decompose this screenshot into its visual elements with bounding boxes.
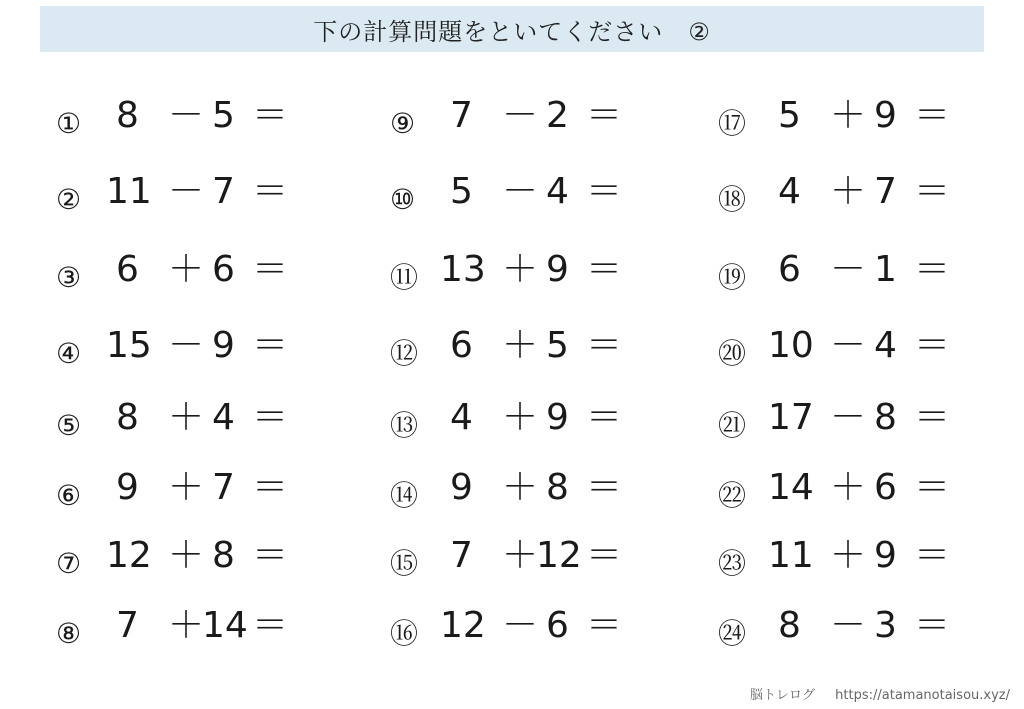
problem-number: ⑤ [56,409,82,442]
problem-number: ⑲ [718,261,747,294]
problem-item [56,96,306,144]
equals-sign: ＝ [914,467,951,508]
problem-number: ③ [56,261,82,294]
problem-item [390,468,640,516]
first-operand: 6 [116,249,139,290]
second-operand: 6 [546,605,569,646]
second-operand: 9 [874,535,897,576]
problem-number: ⑳ [718,337,747,370]
equals-sign: ＝ [252,95,289,136]
operator-sign: － [502,171,539,212]
operator-sign: ＋ [502,397,539,438]
operator-sign: － [830,325,867,366]
operator-sign: ＋ [502,535,539,576]
problem-item [56,326,306,374]
second-operand: 12 [536,535,582,576]
second-operand: 6 [874,467,897,508]
second-operand: 7 [874,171,897,212]
problem-item [718,172,968,220]
equals-sign: ＝ [252,467,289,508]
operator-sign: ＋ [502,249,539,290]
footer-brand: 脳トレログ [750,688,816,703]
operator-sign: ＋ [502,325,539,366]
operator-sign: ＋ [168,535,205,576]
problem-number: ⑮ [390,547,419,580]
operator-sign: ＋ [830,535,867,576]
first-operand: 17 [768,397,814,438]
second-operand: 7 [212,171,235,212]
equals-sign: ＝ [252,605,289,646]
equals-sign: ＝ [586,325,623,366]
problem-item [56,606,306,654]
problem-number: ㉒ [718,479,747,512]
first-operand: 10 [768,325,814,366]
second-operand: 5 [546,325,569,366]
first-operand: 12 [440,605,486,646]
problem-number: ⑭ [390,479,419,512]
worksheet-title: 下の計算問題をといてください ② [313,17,711,46]
problem-number: ⑨ [390,107,416,140]
equals-sign: ＝ [586,95,623,136]
problem-number: ⑬ [390,409,419,442]
equals-sign: ＝ [914,325,951,366]
operator-sign: － [830,397,867,438]
first-operand: 4 [450,397,473,438]
problem-number: ⑩ [390,183,416,216]
first-operand: 5 [778,95,801,136]
second-operand: 9 [874,95,897,136]
problem-item [390,250,640,298]
problem-item [56,172,306,220]
equals-sign: ＝ [914,95,951,136]
equals-sign: ＝ [252,249,289,290]
problem-item [390,172,640,220]
equals-sign: ＝ [252,325,289,366]
first-operand: 8 [116,95,139,136]
problem-item [718,398,968,446]
second-operand: 6 [212,249,235,290]
second-operand: 4 [546,171,569,212]
problem-number: ㉓ [718,547,747,580]
problem-item [390,326,640,374]
problem-item [718,250,968,298]
problem-number: ⑦ [56,547,82,580]
second-operand: 14 [202,605,248,646]
problem-number: ② [56,183,82,216]
problem-number: ⑥ [56,479,82,512]
problem-item [56,536,306,584]
problem-item [718,536,968,584]
operator-sign: － [502,605,539,646]
problem-item [390,96,640,144]
first-operand: 13 [440,249,486,290]
problem-number: ⑫ [390,337,419,370]
footer [750,684,1010,703]
first-operand: 15 [106,325,152,366]
problem-number: ㉔ [718,617,747,650]
operator-sign: ＋ [830,467,867,508]
equals-sign: ＝ [586,249,623,290]
problem-number: ① [56,107,82,140]
first-operand: 11 [106,171,152,212]
second-operand: 2 [546,95,569,136]
problem-item [56,468,306,516]
operator-sign: ＋ [830,171,867,212]
second-operand: 8 [546,467,569,508]
operator-sign: － [168,95,205,136]
first-operand: 8 [116,397,139,438]
equals-sign: ＝ [586,171,623,212]
equals-sign: ＝ [586,535,623,576]
first-operand: 4 [778,171,801,212]
first-operand: 12 [106,535,152,576]
problem-item [390,536,640,584]
second-operand: 8 [874,397,897,438]
operator-sign: ＋ [168,605,205,646]
first-operand: 5 [450,171,473,212]
first-operand: 9 [450,467,473,508]
equals-sign: ＝ [252,535,289,576]
problem-number: ⑯ [390,617,419,650]
first-operand: 7 [116,605,139,646]
problem-number: ⑰ [718,107,747,140]
problem-number: ⑱ [718,183,747,216]
operator-sign: － [502,95,539,136]
equals-sign: ＝ [914,249,951,290]
second-operand: 3 [874,605,897,646]
operator-sign: － [168,171,205,212]
equals-sign: ＝ [914,171,951,212]
first-operand: 7 [450,95,473,136]
first-operand: 9 [116,467,139,508]
second-operand: 8 [212,535,235,576]
equals-sign: ＝ [914,397,951,438]
operator-sign: － [830,605,867,646]
problem-number: ⑧ [56,617,82,650]
second-operand: 4 [212,397,235,438]
problem-number: ④ [56,337,82,370]
equals-sign: ＝ [252,397,289,438]
problem-item [718,606,968,654]
equals-sign: ＝ [586,467,623,508]
first-operand: 7 [450,535,473,576]
equals-sign: ＝ [914,535,951,576]
operator-sign: ＋ [168,397,205,438]
first-operand: 8 [778,605,801,646]
problem-item [390,606,640,654]
problem-item [56,398,306,446]
equals-sign: ＝ [252,171,289,212]
second-operand: 5 [212,95,235,136]
problem-item [56,250,306,298]
second-operand: 9 [546,397,569,438]
second-operand: 9 [212,325,235,366]
problem-item [718,96,968,144]
operator-sign: ＋ [168,467,205,508]
equals-sign: ＝ [586,605,623,646]
operator-sign: － [168,325,205,366]
first-operand: 11 [768,535,814,576]
first-operand: 6 [450,325,473,366]
equals-sign: ＝ [914,605,951,646]
operator-sign: ＋ [830,95,867,136]
second-operand: 9 [546,249,569,290]
problem-number: ㉑ [718,409,747,442]
operator-sign: － [830,249,867,290]
problem-item [718,468,968,516]
second-operand: 7 [212,467,235,508]
first-operand: 14 [768,467,814,508]
second-operand: 4 [874,325,897,366]
second-operand: 1 [874,249,897,290]
first-operand: 6 [778,249,801,290]
operator-sign: ＋ [168,249,205,290]
operator-sign: ＋ [502,467,539,508]
problem-item [718,326,968,374]
footer-url[interactable]: https://atamanotaisou.xyz/ [835,688,1010,703]
equals-sign: ＝ [586,397,623,438]
problem-number: ⑪ [390,261,419,294]
problem-item [390,398,640,446]
